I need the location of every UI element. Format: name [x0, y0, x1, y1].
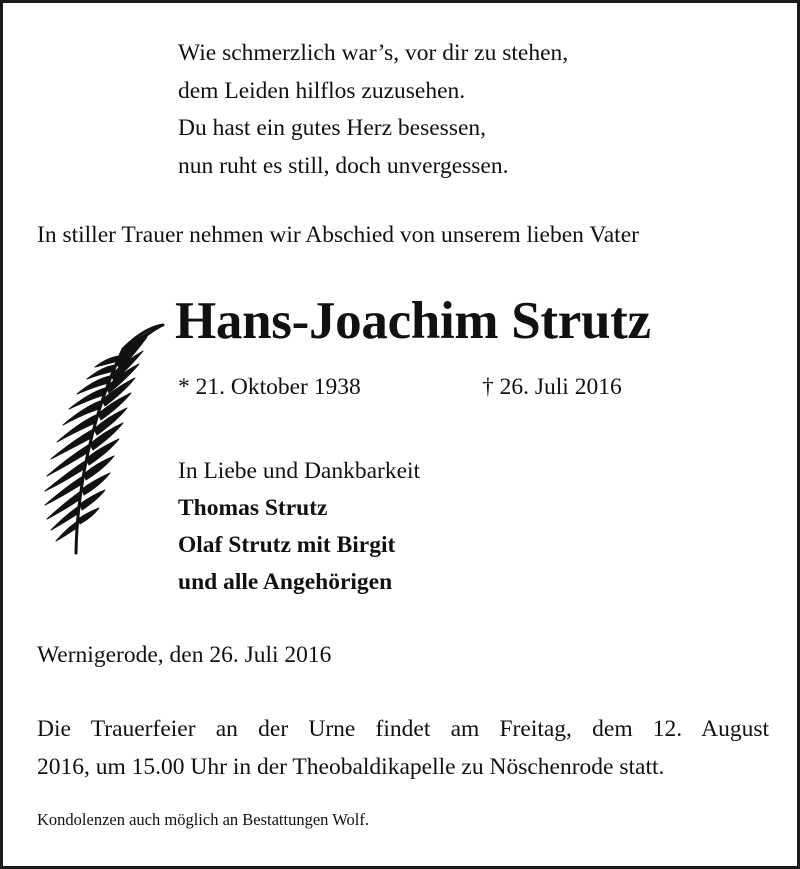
- intro-text: In stiller Trauer nehmen wir Abschied von unserem lieben Vater: [37, 222, 639, 248]
- family-member-1: Thomas Strutz: [178, 495, 328, 521]
- place-date: Wernigerode, den 26. Juli 2016: [37, 642, 332, 668]
- birth-date: * 21. Oktober 1938: [178, 374, 361, 400]
- deceased-name: Hans-Joachim Strutz: [175, 292, 651, 350]
- family-heading: In Liebe und Dankbarkeit: [178, 458, 421, 484]
- ceremony-line-2: 2016, um 15.00 Uhr in der Theobaldikapelle zu Nöschenrode statt.: [37, 754, 665, 780]
- family-member-3: und alle Angehörigen: [178, 569, 393, 595]
- poem: [178, 35, 568, 185]
- ceremony-line-1: Die Trauerfeier an der Urne findet am Freitag, dem 12. August: [37, 716, 769, 742]
- death-date: † 26. Juli 2016: [482, 374, 622, 400]
- family-block: [178, 453, 420, 601]
- palm-frond-icon: [39, 321, 165, 557]
- poem-line-1: Wie schmerzlich war’s, vor dir zu stehen,: [178, 40, 569, 66]
- poem-line-2: dem Leiden hilflos zuzusehen.: [178, 77, 466, 104]
- condolences-note: Kondolenzen auch möglich an Bestattungen Wolf.: [37, 810, 369, 829]
- poem-line-3: Du hast ein gutes Herz besessen,: [178, 115, 487, 141]
- family-member-2: Olaf Strutz mit Birgit: [178, 532, 396, 558]
- poem-line-4: nun ruht es still, doch unvergessen.: [178, 152, 509, 179]
